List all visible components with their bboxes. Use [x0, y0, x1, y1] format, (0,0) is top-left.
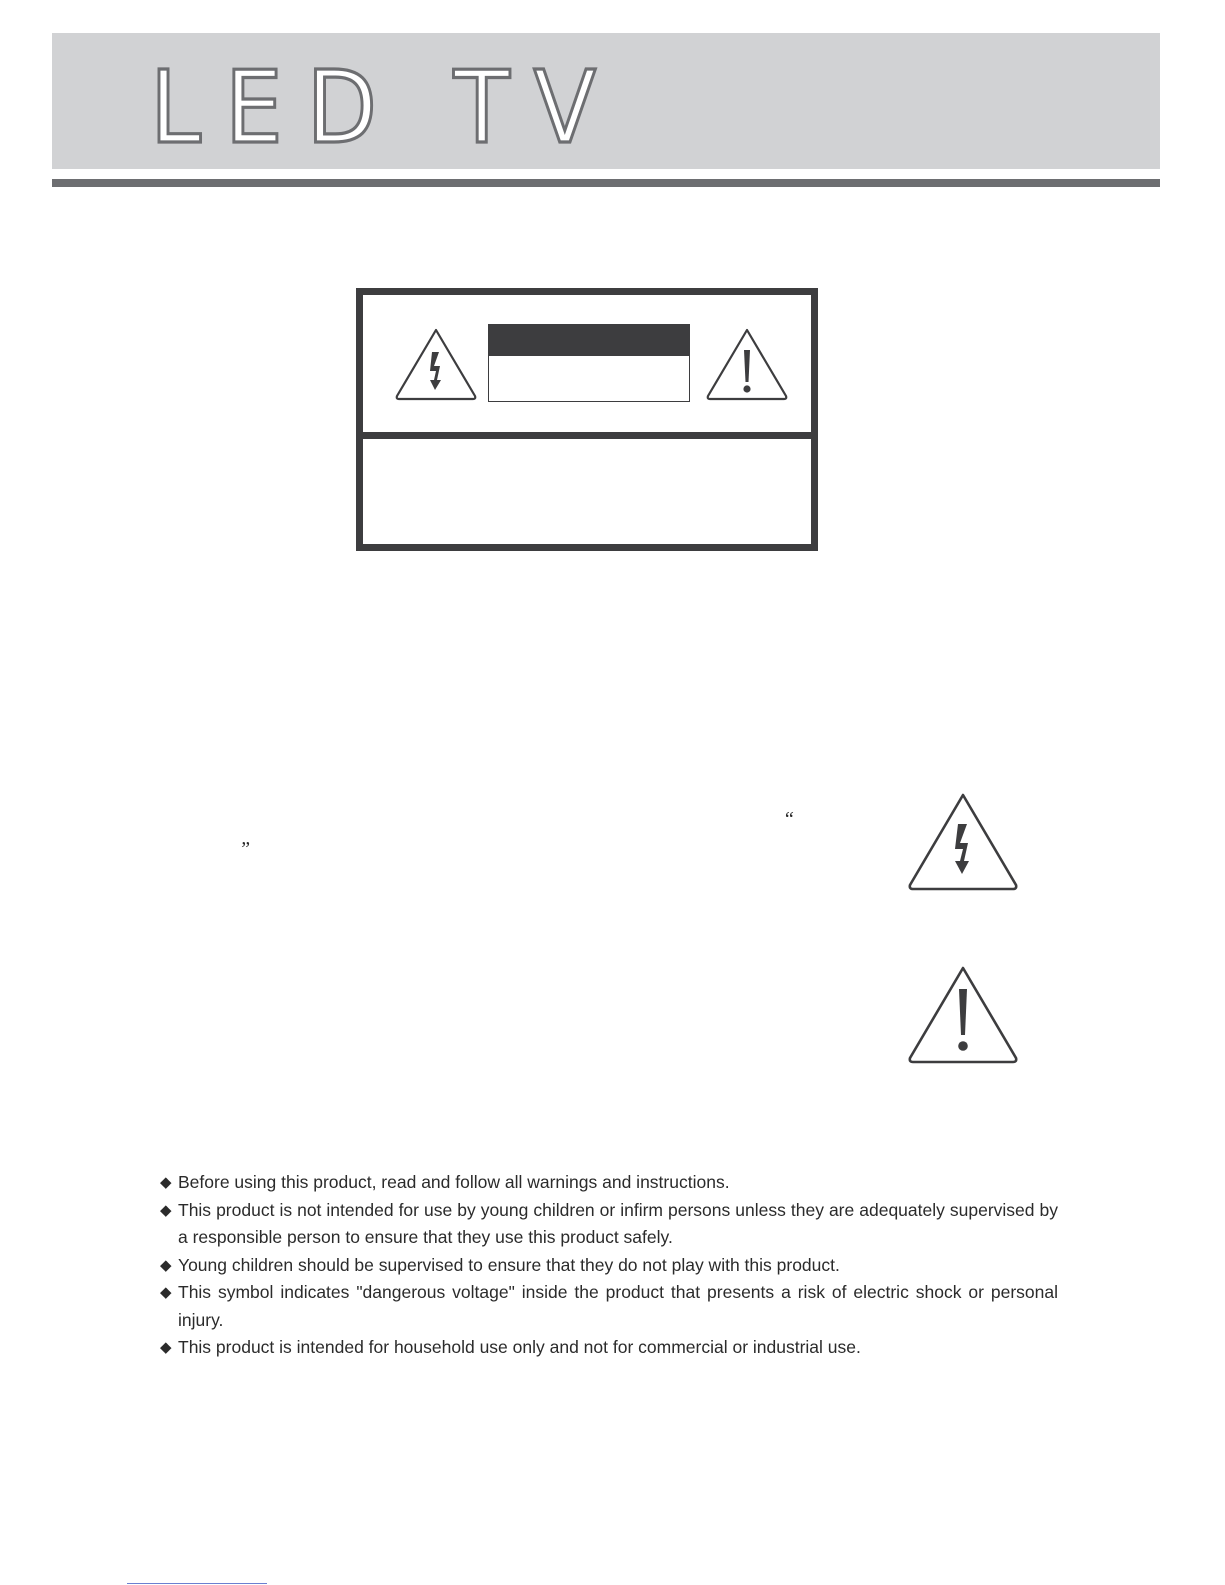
diamond-bullet-icon: ◆	[160, 1283, 172, 1301]
open-quote-mark: “	[783, 808, 795, 830]
electric-shock-warning-icon	[393, 326, 479, 402]
diamond-bullet-icon: ◆	[160, 1173, 172, 1191]
caution-label	[488, 324, 690, 402]
warning-label-box	[356, 288, 818, 551]
note-text: This product is not intended for use by young children or infirm persons unless they are adequately supervised by a responsible person to ensure that they use this product safely.	[178, 1199, 1058, 1247]
warning-box-divider	[363, 432, 811, 439]
diamond-bullet-icon: ◆	[160, 1255, 172, 1274]
safety-notes-list	[160, 1169, 1058, 1362]
diamond-bullet-icon: ◆	[160, 1200, 172, 1219]
list-item	[160, 1169, 1058, 1197]
header-title-text: LED TV	[150, 66, 620, 150]
note-text: Young children should be supervised to ensure that they do not play with this product.	[178, 1254, 840, 1275]
footer-link-underline	[127, 1583, 267, 1584]
header-rule	[52, 179, 1160, 187]
note-text: This product is intended for household use only and not for commercial or industrial use.	[178, 1337, 861, 1357]
electric-shock-warning-icon	[907, 792, 1019, 892]
list-item	[160, 1252, 1058, 1280]
list-item	[160, 1279, 1058, 1334]
diamond-bullet-icon: ◆	[160, 1338, 172, 1356]
note-text: Before using this product, read and follow all warnings and instructions.	[178, 1172, 730, 1192]
exclamation-caution-icon	[704, 326, 790, 402]
note-text: This symbol indicates "dangerous voltage" inside the product that presents a risk of electric shock or personal injury.	[178, 1282, 1058, 1330]
header-title	[150, 66, 670, 150]
close-quote-mark: ”	[239, 838, 251, 860]
caution-label-bar	[489, 325, 689, 356]
list-item	[160, 1197, 1058, 1252]
list-item	[160, 1334, 1058, 1362]
exclamation-caution-icon	[907, 965, 1019, 1065]
